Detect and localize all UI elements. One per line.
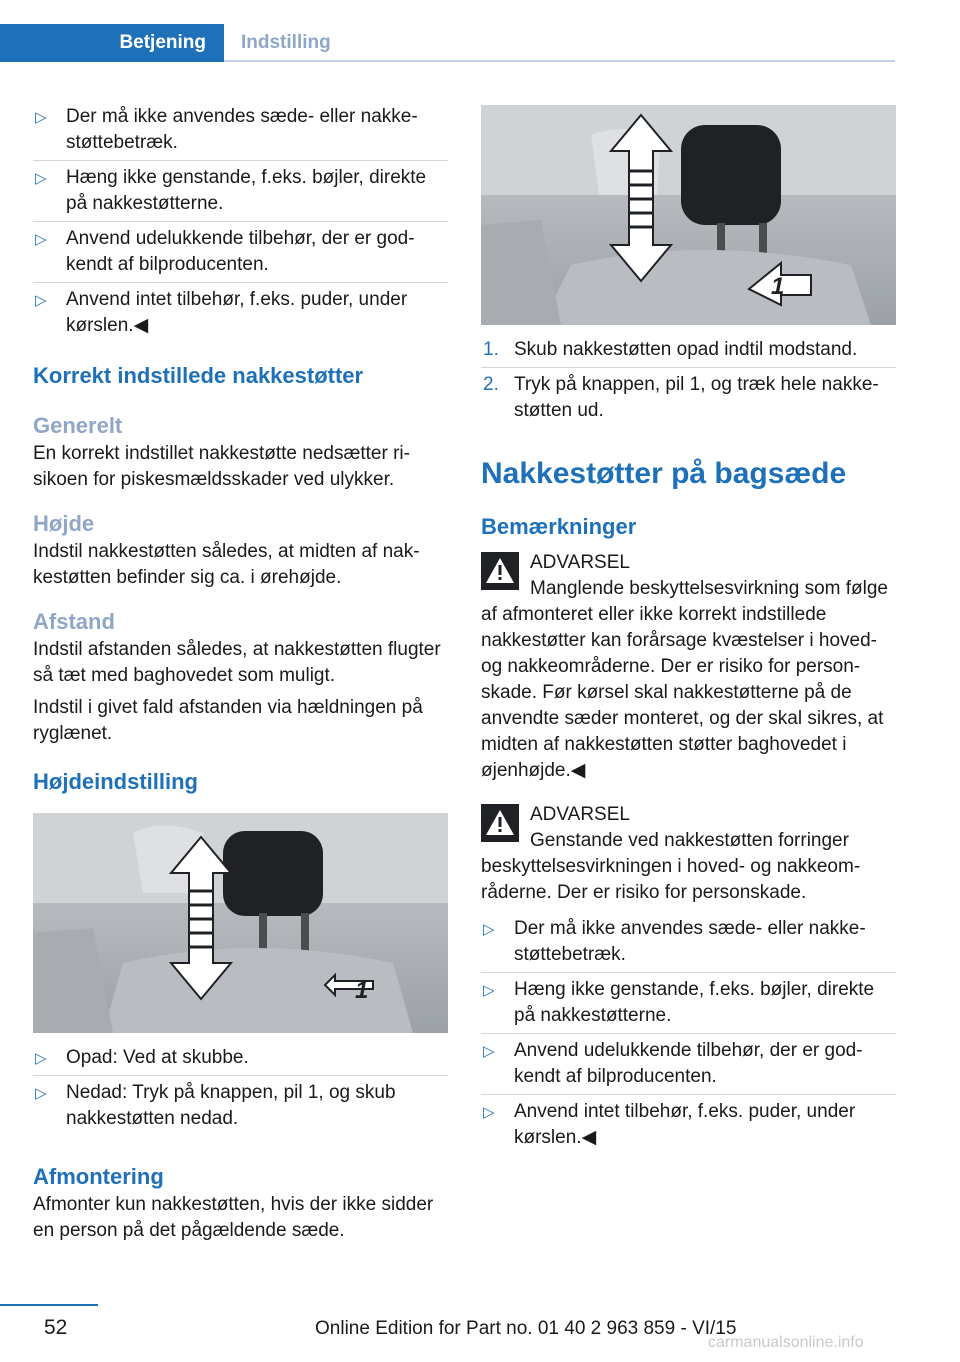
triangle-bullet-icon: ▷ xyxy=(35,170,47,187)
afmontering-text: Afmonter kun nakkestøtten, hvis der ikke sidder en person på det pågældende sæde. xyxy=(33,1194,434,1241)
left-column xyxy=(33,100,448,1244)
edition-line: Online Edition for Part no. 01 40 2 963 859 - VI/15 xyxy=(315,1318,737,1339)
bemaerkninger-heading: Bemærkninger xyxy=(481,514,637,539)
triangle-bullet-icon: ▷ xyxy=(35,292,47,309)
image-callout-label: 1 xyxy=(771,273,785,300)
section-title: Korrekt indstillede nakkestøtter xyxy=(33,363,364,388)
triangle-bullet-icon: ▷ xyxy=(35,1050,47,1067)
triangle-bullet-icon: ▷ xyxy=(483,982,495,999)
hojde-heading: Højde xyxy=(33,511,95,536)
hojde-bullet-list xyxy=(33,1041,448,1136)
afstand-text-1: Indstil afstanden således, at nakkestøtten flugter så tæt med baghovedet som muligt. xyxy=(33,639,441,686)
header-rule xyxy=(224,60,895,62)
big-section-title: Nakkestøtter på bagsæde xyxy=(481,457,847,490)
warning-heading: ADVARSEL xyxy=(530,552,630,573)
afstand-heading: Afstand xyxy=(33,609,115,634)
headrest-removal-illustration xyxy=(481,105,896,325)
afstand-text-2: Indstil i givet fald afstanden via hældningen på ryglænet. xyxy=(33,697,423,744)
hojdeindstilling-heading: Højdeindstilling xyxy=(33,769,198,794)
headrest-photo xyxy=(33,813,448,1033)
headrest-illustration xyxy=(33,813,448,1033)
list-item: ▷ Hæng ikke genstande, f.eks. bøjler, direkte på nakkestøtterne. xyxy=(33,161,448,222)
header-tabs xyxy=(0,24,895,62)
list-item: 1. Skub nakkestøtten opad indtil modstand. xyxy=(481,333,896,368)
list-item: ▷ Anvend udelukkende tilbehør, der er godkendt af bilproducenten. xyxy=(481,1034,896,1095)
warning-triangle-icon xyxy=(481,804,519,842)
warning-block-1 xyxy=(481,550,896,784)
generelt-heading: Generelt xyxy=(33,413,123,438)
warning-triangle-icon xyxy=(481,552,519,590)
right-column xyxy=(481,105,896,1155)
list-item: ▷ Hæng ikke genstande, f.eks. bøjler, direkte på nakkestøtterne. xyxy=(481,973,896,1034)
triangle-bullet-icon: ▷ xyxy=(483,1104,495,1121)
generelt-text: En korrekt indstillet nakkestøtte nedsætter risikoen for piskesmældsskader ved ulykker. xyxy=(33,443,410,490)
removal-steps-list xyxy=(481,333,896,428)
image-callout-label: 1 xyxy=(355,977,369,1004)
list-item: ▷ Anvend intet tilbehør, f.eks. puder, under kørslen.◀ xyxy=(35,289,408,336)
list-item: ▷ Der må ikke anvendes sæde- eller nakkestøttebetræk. xyxy=(33,100,448,161)
intro-bullet-list xyxy=(33,100,448,343)
list-item: ▷ Nedad: Tryk på knappen, pil 1, og skub nakkestøtten nedad. xyxy=(35,1082,396,1129)
list-item: ▷ Anvend intet tilbehør, f.eks. puder, under kørslen.◀ xyxy=(483,1101,856,1148)
step-number: 2. xyxy=(483,374,499,395)
list-item: ▷ Der må ikke anvendes sæde- eller nakkestøttebetræk. xyxy=(481,912,896,973)
warning-text: Genstande ved nakkestøtten forringer beskyttelsesvirkningen i hoved- og nakkeområderne. Der er risiko for personskade. xyxy=(481,830,861,903)
list-item: ▷ Anvend udelukkende tilbehør, der er godkendt af bilproducenten. xyxy=(33,222,448,283)
tab-betjening[interactable]: Betjening xyxy=(0,24,224,62)
warning-heading: ADVARSEL xyxy=(530,804,630,825)
afmontering-heading: Afmontering xyxy=(33,1164,164,1189)
footer-rule xyxy=(0,1304,98,1306)
triangle-bullet-icon: ▷ xyxy=(483,921,495,938)
watermark: carmanualsonline.info xyxy=(708,1334,864,1351)
tab-indstilling[interactable]: Indstilling xyxy=(224,24,895,62)
warning-text: Manglende beskyttelsesvirkning som følge af afmonteret eller ikke korrekt indstillede nakkestøtter kan forårsage kvæstelser i hoved- og nakkeområderne. Der er risiko for personskade. Før kørsel skal nakkestøtterne på de anvendte sæder monteret, og der skal sikres, at midten af nakkestøtten støtter baghovedet i øjenhøjde.◀ xyxy=(481,578,889,781)
page-number: 52 xyxy=(44,1316,68,1339)
triangle-bullet-icon: ▷ xyxy=(483,1043,495,1060)
triangle-bullet-icon: ▷ xyxy=(35,1085,47,1102)
step-number: 1. xyxy=(483,339,499,360)
hojde-text: Indstil nakkestøtten således, at midten af nakkestøtten befinder sig ca. i ørehøjde. xyxy=(33,541,420,588)
list-item: 2. Tryk på knappen, pil 1, og træk hele nakkestøtten ud. xyxy=(483,374,879,421)
warning-block-2 xyxy=(481,802,896,906)
rear-bullet-list xyxy=(481,912,896,1155)
list-item: ▷ Opad: Ved at skubbe. xyxy=(33,1041,448,1076)
headrest-removal-photo xyxy=(481,105,896,325)
triangle-bullet-icon: ▷ xyxy=(35,109,47,126)
triangle-bullet-icon: ▷ xyxy=(35,231,47,248)
